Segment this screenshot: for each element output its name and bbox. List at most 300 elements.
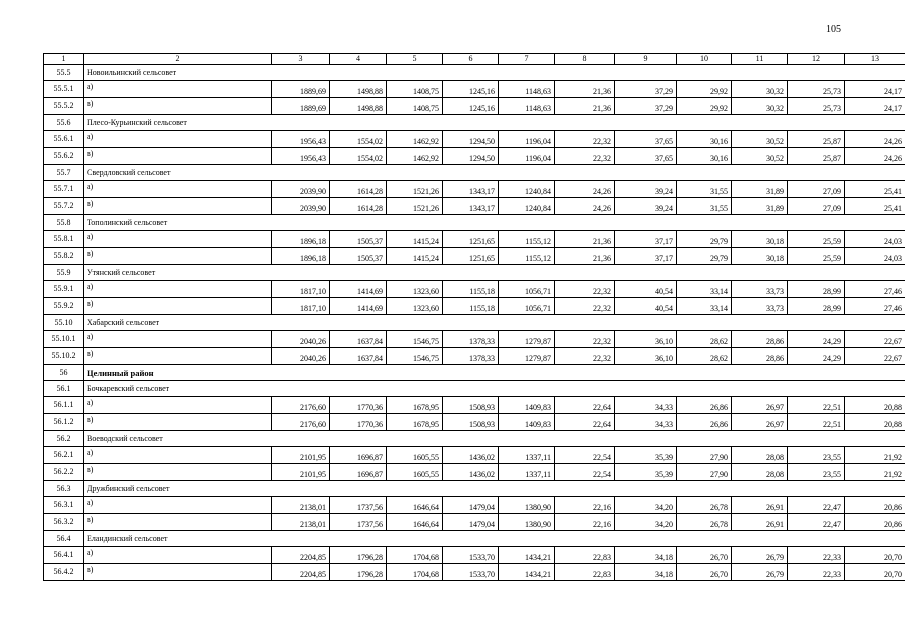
table-cell: 30,16 — [677, 131, 732, 148]
row-label: а) — [84, 81, 272, 98]
table-cell: 28,08 — [732, 447, 788, 464]
section-row — [44, 531, 905, 547]
table-cell: 1279,87 — [499, 348, 555, 365]
table-cell: 26,91 — [732, 514, 788, 531]
table-cell: 28,86 — [732, 348, 788, 365]
column-header: 5 — [387, 54, 443, 65]
row-number: 55.8.2 — [44, 248, 84, 265]
table-row — [44, 281, 905, 298]
table-row — [44, 497, 905, 514]
section-row — [44, 115, 905, 131]
table-row — [44, 131, 905, 148]
column-header: 1 — [44, 54, 84, 65]
table-cell: 1770,36 — [330, 414, 387, 431]
table-cell: 1521,26 — [387, 181, 443, 198]
row-number: 56.4.1 — [44, 547, 84, 564]
row-label: а) — [84, 397, 272, 414]
table-cell: 1533,70 — [443, 564, 499, 581]
table-cell: 22,32 — [555, 348, 615, 365]
section-row — [44, 431, 905, 447]
table-cell: 1956,43 — [272, 148, 330, 165]
table-cell: 22,83 — [555, 564, 615, 581]
table-cell: 20,88 — [845, 397, 905, 414]
table-cell: 1637,84 — [330, 331, 387, 348]
table-cell: 1737,56 — [330, 497, 387, 514]
table-row — [44, 81, 905, 98]
table-cell: 1678,95 — [387, 397, 443, 414]
table-row — [44, 198, 905, 215]
table-row — [44, 298, 905, 315]
row-label: а) — [84, 281, 272, 298]
row-label: а) — [84, 181, 272, 198]
table-cell: 2101,95 — [272, 464, 330, 481]
table-cell: 1196,04 — [499, 148, 555, 165]
section-title: Хабарский сельсовет — [84, 315, 905, 331]
section-title: Воеводский сельсовет — [84, 431, 905, 447]
row-number: 55.6 — [44, 115, 84, 131]
table-cell: 26,86 — [677, 414, 732, 431]
column-header: 8 — [555, 54, 615, 65]
table-cell: 27,46 — [845, 281, 905, 298]
table-cell: 1323,60 — [387, 281, 443, 298]
table-row — [44, 464, 905, 481]
section-title: Тополинский сельсовет — [84, 215, 905, 231]
table-row — [44, 231, 905, 248]
table-cell: 2204,85 — [272, 564, 330, 581]
table-cell: 28,99 — [788, 298, 845, 315]
table-cell: 1605,55 — [387, 447, 443, 464]
table-cell: 24,29 — [788, 348, 845, 365]
table-cell: 33,14 — [677, 298, 732, 315]
table-cell: 22,64 — [555, 397, 615, 414]
table-cell: 20,86 — [845, 497, 905, 514]
table-cell: 1414,69 — [330, 281, 387, 298]
table-cell: 1462,92 — [387, 131, 443, 148]
table-cell: 29,79 — [677, 248, 732, 265]
table-cell: 1155,18 — [443, 298, 499, 315]
table-cell: 1508,93 — [443, 414, 499, 431]
section-row — [44, 65, 905, 81]
table-cell: 1505,37 — [330, 248, 387, 265]
table-cell: 27,09 — [788, 181, 845, 198]
table-cell: 1498,88 — [330, 98, 387, 115]
table-cell: 1434,21 — [499, 547, 555, 564]
column-header: 12 — [788, 54, 845, 65]
table-cell: 24,03 — [845, 231, 905, 248]
table-cell: 1380,90 — [499, 514, 555, 531]
table-cell: 21,36 — [555, 81, 615, 98]
table-cell: 25,41 — [845, 198, 905, 215]
section-row — [44, 165, 905, 181]
table-cell: 22,54 — [555, 464, 615, 481]
table-cell: 2176,60 — [272, 414, 330, 431]
table-cell: 1409,83 — [499, 397, 555, 414]
table-cell: 1436,02 — [443, 447, 499, 464]
table-cell: 1240,84 — [499, 181, 555, 198]
table-cell: 1408,75 — [387, 81, 443, 98]
row-label: в) — [84, 464, 272, 481]
table-cell: 30,18 — [732, 231, 788, 248]
table-cell: 2040,26 — [272, 348, 330, 365]
table-cell: 1148,63 — [499, 81, 555, 98]
section-title: Новоильинский сельсовет — [84, 65, 905, 81]
table-cell: 22,16 — [555, 497, 615, 514]
table-cell: 24,29 — [788, 331, 845, 348]
table-cell: 30,32 — [732, 98, 788, 115]
table-cell: 1546,75 — [387, 331, 443, 348]
table-cell: 22,47 — [788, 514, 845, 531]
table-cell: 22,32 — [555, 131, 615, 148]
table-cell: 1148,63 — [499, 98, 555, 115]
table-cell: 1245,16 — [443, 98, 499, 115]
section-row — [44, 365, 905, 381]
row-number: 56.2 — [44, 431, 84, 447]
table-cell: 1415,24 — [387, 248, 443, 265]
table-row — [44, 181, 905, 198]
table-cell: 22,33 — [788, 547, 845, 564]
row-number: 55.5.2 — [44, 98, 84, 115]
table-cell: 26,86 — [677, 397, 732, 414]
row-number: 55.9 — [44, 265, 84, 281]
table-cell: 25,73 — [788, 98, 845, 115]
table-cell: 1678,95 — [387, 414, 443, 431]
table-cell: 31,89 — [732, 181, 788, 198]
table-cell: 29,79 — [677, 231, 732, 248]
table-cell: 1770,36 — [330, 397, 387, 414]
table-cell: 1155,18 — [443, 281, 499, 298]
table-cell: 1796,28 — [330, 547, 387, 564]
row-label: а) — [84, 447, 272, 464]
table-cell: 1343,17 — [443, 181, 499, 198]
section-title: Свердловский сельсовет — [84, 165, 905, 181]
row-label: в) — [84, 564, 272, 581]
table-cell: 24,03 — [845, 248, 905, 265]
column-header: 3 — [272, 54, 330, 65]
row-label: в) — [84, 514, 272, 531]
table-cell: 25,87 — [788, 148, 845, 165]
table-cell: 25,73 — [788, 81, 845, 98]
row-number: 55.10 — [44, 315, 84, 331]
table-cell: 27,46 — [845, 298, 905, 315]
table-cell: 26,79 — [732, 547, 788, 564]
page-number: 105 — [826, 24, 841, 35]
row-label: а) — [84, 331, 272, 348]
row-label: в) — [84, 98, 272, 115]
table-cell: 31,89 — [732, 198, 788, 215]
table-cell: 1637,84 — [330, 348, 387, 365]
table-cell: 33,73 — [732, 298, 788, 315]
table-cell: 37,17 — [615, 231, 677, 248]
table-cell: 21,36 — [555, 231, 615, 248]
table-cell: 35,39 — [615, 464, 677, 481]
row-number: 56.3 — [44, 481, 84, 497]
table-cell: 1737,56 — [330, 514, 387, 531]
table-cell: 1896,18 — [272, 248, 330, 265]
header-row — [44, 54, 905, 65]
table-cell: 1889,69 — [272, 98, 330, 115]
table-cell: 1956,43 — [272, 131, 330, 148]
table-cell: 1415,24 — [387, 231, 443, 248]
row-label: в) — [84, 298, 272, 315]
table-cell: 21,92 — [845, 464, 905, 481]
table-cell: 2204,85 — [272, 547, 330, 564]
table-cell: 20,70 — [845, 564, 905, 581]
table-cell: 1056,71 — [499, 281, 555, 298]
table-cell: 1817,10 — [272, 281, 330, 298]
section-row — [44, 381, 905, 397]
table-cell: 1479,04 — [443, 514, 499, 531]
table-cell: 26,70 — [677, 564, 732, 581]
table-cell: 1337,11 — [499, 447, 555, 464]
table-body — [44, 54, 905, 581]
row-number: 55.8 — [44, 215, 84, 231]
column-header: 6 — [443, 54, 499, 65]
table-cell: 1409,83 — [499, 414, 555, 431]
row-number: 55.7.1 — [44, 181, 84, 198]
table-cell: 1343,17 — [443, 198, 499, 215]
table-cell: 30,52 — [732, 131, 788, 148]
row-number: 56 — [44, 365, 84, 381]
table-cell: 1380,90 — [499, 497, 555, 514]
table-cell: 21,36 — [555, 98, 615, 115]
table-cell: 30,16 — [677, 148, 732, 165]
column-header: 11 — [732, 54, 788, 65]
table-cell: 31,55 — [677, 198, 732, 215]
table-cell: 1155,12 — [499, 231, 555, 248]
table-cell: 1378,33 — [443, 348, 499, 365]
table-cell: 26,97 — [732, 414, 788, 431]
table-cell: 28,99 — [788, 281, 845, 298]
table-cell: 22,51 — [788, 397, 845, 414]
table-row — [44, 547, 905, 564]
table-cell: 1533,70 — [443, 547, 499, 564]
table-cell: 22,16 — [555, 514, 615, 531]
table-cell: 22,32 — [555, 281, 615, 298]
table-cell: 34,18 — [615, 564, 677, 581]
table-cell: 2176,60 — [272, 397, 330, 414]
table-cell: 40,54 — [615, 281, 677, 298]
table-cell: 22,32 — [555, 298, 615, 315]
table-cell: 20,86 — [845, 514, 905, 531]
table-cell: 1646,64 — [387, 497, 443, 514]
table-cell: 36,10 — [615, 348, 677, 365]
table-cell: 1436,02 — [443, 464, 499, 481]
table-cell: 1479,04 — [443, 497, 499, 514]
table-cell: 1323,60 — [387, 298, 443, 315]
column-header: 2 — [84, 54, 272, 65]
table-cell: 26,91 — [732, 497, 788, 514]
table-cell: 28,86 — [732, 331, 788, 348]
table-cell: 37,65 — [615, 148, 677, 165]
row-label: а) — [84, 497, 272, 514]
table-cell: 34,18 — [615, 547, 677, 564]
table-cell: 24,17 — [845, 98, 905, 115]
section-row — [44, 315, 905, 331]
table-cell: 21,36 — [555, 248, 615, 265]
table-cell: 1279,87 — [499, 331, 555, 348]
table-row — [44, 514, 905, 531]
table-cell: 24,26 — [845, 148, 905, 165]
table-cell: 2101,95 — [272, 447, 330, 464]
table-cell: 2040,26 — [272, 331, 330, 348]
table-cell: 31,55 — [677, 181, 732, 198]
table-cell: 1704,68 — [387, 547, 443, 564]
row-number: 55.5 — [44, 65, 84, 81]
table-cell: 1817,10 — [272, 298, 330, 315]
row-number: 55.6.1 — [44, 131, 84, 148]
table-cell: 1521,26 — [387, 198, 443, 215]
table-cell: 1554,02 — [330, 131, 387, 148]
table-cell: 1508,93 — [443, 397, 499, 414]
table-cell: 28,62 — [677, 348, 732, 365]
table-cell: 37,65 — [615, 131, 677, 148]
row-number: 55.10.1 — [44, 331, 84, 348]
row-number: 55.9.1 — [44, 281, 84, 298]
row-number: 56.4 — [44, 531, 84, 547]
table-cell: 1614,28 — [330, 198, 387, 215]
table-cell: 21,92 — [845, 447, 905, 464]
table-cell: 2039,90 — [272, 181, 330, 198]
row-label: в) — [84, 414, 272, 431]
table-cell: 22,32 — [555, 331, 615, 348]
table-cell: 25,41 — [845, 181, 905, 198]
table-cell: 22,47 — [788, 497, 845, 514]
section-title: Целинный район — [84, 365, 905, 381]
table-cell: 1554,02 — [330, 148, 387, 165]
row-number: 56.1.1 — [44, 397, 84, 414]
table-cell: 1696,87 — [330, 447, 387, 464]
row-number: 55.7.2 — [44, 198, 84, 215]
table-cell: 26,78 — [677, 514, 732, 531]
table-cell: 20,88 — [845, 414, 905, 431]
table-cell: 22,67 — [845, 331, 905, 348]
table-row — [44, 447, 905, 464]
row-number: 56.3.2 — [44, 514, 84, 531]
row-number: 56.3.1 — [44, 497, 84, 514]
table-cell: 23,55 — [788, 447, 845, 464]
table-cell: 1196,04 — [499, 131, 555, 148]
section-title: Дружбинский сельсовет — [84, 481, 905, 497]
table-row — [44, 414, 905, 431]
table-cell: 37,29 — [615, 98, 677, 115]
table-cell: 33,73 — [732, 281, 788, 298]
table-cell: 36,10 — [615, 331, 677, 348]
table-cell: 26,97 — [732, 397, 788, 414]
table-cell: 1704,68 — [387, 564, 443, 581]
table-row — [44, 331, 905, 348]
table-cell: 34,20 — [615, 514, 677, 531]
table-cell: 24,17 — [845, 81, 905, 98]
table-cell: 40,54 — [615, 298, 677, 315]
table-cell: 1896,18 — [272, 231, 330, 248]
table-cell: 28,62 — [677, 331, 732, 348]
table-cell: 27,90 — [677, 464, 732, 481]
table-cell: 25,59 — [788, 248, 845, 265]
table-cell: 28,08 — [732, 464, 788, 481]
table-cell: 24,26 — [845, 131, 905, 148]
section-row — [44, 265, 905, 281]
table-cell: 1294,50 — [443, 131, 499, 148]
table-cell: 2039,90 — [272, 198, 330, 215]
table-cell: 26,78 — [677, 497, 732, 514]
table-cell: 1337,11 — [499, 464, 555, 481]
table-cell: 1614,28 — [330, 181, 387, 198]
column-header: 10 — [677, 54, 732, 65]
table-row — [44, 564, 905, 581]
table-cell: 1889,69 — [272, 81, 330, 98]
column-header: 4 — [330, 54, 387, 65]
table-cell: 24,26 — [555, 181, 615, 198]
table-cell: 30,32 — [732, 81, 788, 98]
table-cell: 1294,50 — [443, 148, 499, 165]
table-cell: 22,67 — [845, 348, 905, 365]
row-number: 56.4.2 — [44, 564, 84, 581]
table-cell: 1408,75 — [387, 98, 443, 115]
table-cell: 30,52 — [732, 148, 788, 165]
table-cell: 22,64 — [555, 414, 615, 431]
section-row — [44, 481, 905, 497]
table-cell: 22,33 — [788, 564, 845, 581]
table-cell: 1414,69 — [330, 298, 387, 315]
table-cell: 39,24 — [615, 198, 677, 215]
table-cell: 27,09 — [788, 198, 845, 215]
table-cell: 34,33 — [615, 397, 677, 414]
row-number: 56.2.1 — [44, 447, 84, 464]
row-label: в) — [84, 348, 272, 365]
table-cell: 1605,55 — [387, 464, 443, 481]
row-number: 56.2.2 — [44, 464, 84, 481]
table-cell: 35,39 — [615, 447, 677, 464]
table-cell: 1056,71 — [499, 298, 555, 315]
table-cell: 1434,21 — [499, 564, 555, 581]
table-cell: 22,83 — [555, 547, 615, 564]
table-cell: 2138,01 — [272, 514, 330, 531]
row-number: 55.6.2 — [44, 148, 84, 165]
table-cell: 2138,01 — [272, 497, 330, 514]
table-cell: 39,24 — [615, 181, 677, 198]
table-cell: 22,51 — [788, 414, 845, 431]
table-cell: 26,70 — [677, 547, 732, 564]
table-cell: 26,79 — [732, 564, 788, 581]
table-cell: 25,59 — [788, 231, 845, 248]
row-label: а) — [84, 547, 272, 564]
tariff-table — [43, 53, 905, 581]
table-cell: 37,17 — [615, 248, 677, 265]
table-row — [44, 148, 905, 165]
table-cell: 1245,16 — [443, 81, 499, 98]
table-cell: 1546,75 — [387, 348, 443, 365]
row-number: 55.8.1 — [44, 231, 84, 248]
row-number: 56.1.2 — [44, 414, 84, 431]
table-cell: 22,54 — [555, 447, 615, 464]
table-cell: 1240,84 — [499, 198, 555, 215]
table-cell: 22,32 — [555, 148, 615, 165]
row-number: 55.9.2 — [44, 298, 84, 315]
table-cell: 37,29 — [615, 81, 677, 98]
table-cell: 1251,65 — [443, 248, 499, 265]
section-title: Утянский сельсовет — [84, 265, 905, 281]
table-cell: 1505,37 — [330, 231, 387, 248]
row-number: 56.1 — [44, 381, 84, 397]
table-cell: 24,26 — [555, 198, 615, 215]
table-cell: 1378,33 — [443, 331, 499, 348]
table-row — [44, 248, 905, 265]
table-cell: 34,33 — [615, 414, 677, 431]
row-label: в) — [84, 198, 272, 215]
row-label: в) — [84, 248, 272, 265]
row-label: а) — [84, 231, 272, 248]
row-label: а) — [84, 131, 272, 148]
